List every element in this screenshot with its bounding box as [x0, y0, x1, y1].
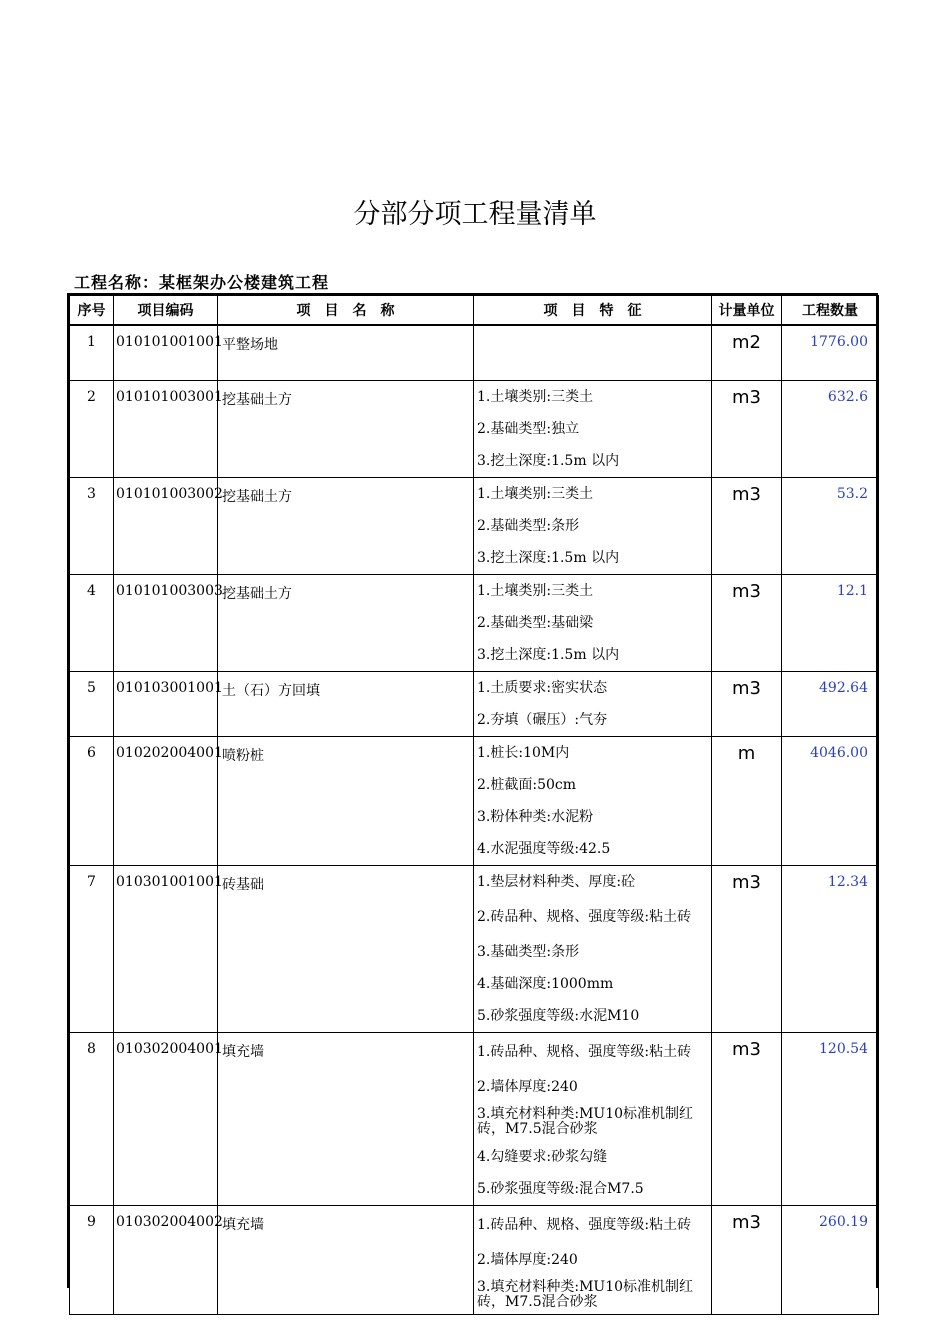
feature-line: 4.基础深度:1000mm — [477, 975, 614, 992]
quantities-table — [69, 295, 879, 1315]
feature-line: 2.基础类型:基础梁 — [477, 614, 594, 631]
table-row — [70, 575, 879, 672]
table-body — [70, 325, 879, 1315]
quantity-value: 12.34 — [782, 866, 879, 1033]
row-number: 8 — [70, 1033, 114, 1206]
item-features — [474, 381, 712, 478]
item-features — [474, 478, 712, 575]
feature-line: 2.桩截面:50cm — [477, 776, 577, 793]
unit-of-measure: m3 — [712, 1206, 782, 1315]
row-number: 7 — [70, 866, 114, 1033]
quantity-value: 632.6 — [782, 381, 879, 478]
quantity-value: 120.54 — [782, 1033, 879, 1206]
item-code: 010302004002 — [114, 1206, 218, 1315]
table-row — [70, 672, 879, 737]
quantity-value: 492.64 — [782, 672, 879, 737]
feature-line: 2.砖品种、规格、强度等级:粘土砖 — [477, 908, 692, 925]
item-code: 010101001001 — [114, 325, 218, 381]
feature-line: 4.勾缝要求:砂浆勾缝 — [477, 1148, 608, 1165]
item-code: 010103001001 — [114, 672, 218, 737]
unit-of-measure: m3 — [712, 381, 782, 478]
row-number: 4 — [70, 575, 114, 672]
item-features — [474, 575, 712, 672]
feature-line: 3.挖土深度:1.5m 以内 — [477, 452, 620, 469]
feature-line: 1.桩长:10M内 — [477, 744, 570, 761]
item-name: 土（石）方回填 — [218, 672, 474, 737]
project-name: 工程名称：某框架办公楼建筑工程 — [74, 273, 330, 292]
row-number: 5 — [70, 672, 114, 737]
item-features — [474, 672, 712, 737]
bill-of-quantities-table — [67, 293, 878, 1310]
unit-of-measure: m3 — [712, 866, 782, 1033]
item-features — [474, 737, 712, 866]
header-unit: 计量单位 — [712, 296, 782, 326]
item-name: 砖基础 — [218, 866, 474, 1033]
feature-line: 3.挖土深度:1.5m 以内 — [477, 646, 620, 663]
row-number: 6 — [70, 737, 114, 866]
item-name: 平整场地 — [218, 325, 474, 381]
unit-of-measure: m2 — [712, 325, 782, 381]
feature-line: 3.填充材料种类:MU10标准机制红砖，M7.5混合砂浆 — [477, 1279, 694, 1310]
feature-line: 2.墙体厚度:240 — [477, 1251, 578, 1268]
feature-line: 1.砖品种、规格、强度等级:粘土砖 — [477, 1043, 692, 1060]
feature-line: 1.土质要求:密实状态 — [477, 679, 608, 696]
row-number: 9 — [70, 1206, 114, 1315]
item-name: 挖基础土方 — [218, 381, 474, 478]
feature-line: 1.砖品种、规格、强度等级:粘土砖 — [477, 1216, 692, 1233]
header-qty: 工程数量 — [782, 296, 879, 326]
item-name: 填充墙 — [218, 1033, 474, 1206]
item-name: 喷粉桩 — [218, 737, 474, 866]
unit-of-measure: m3 — [712, 575, 782, 672]
feature-line: 4.水泥强度等级:42.5 — [477, 840, 611, 857]
unit-of-measure: m3 — [712, 1033, 782, 1206]
header-row — [70, 296, 879, 326]
feature-line: 1.垫层材料种类、厚度:砼 — [477, 873, 636, 890]
row-number: 1 — [70, 325, 114, 381]
feature-line: 2.基础类型:独立 — [477, 420, 580, 437]
feature-line: 2.墙体厚度:240 — [477, 1078, 578, 1095]
header-name: 项 目 名 称 — [218, 296, 474, 326]
header-feature: 项 目 特 征 — [474, 296, 712, 326]
table-row — [70, 737, 879, 866]
table-row — [70, 1033, 879, 1206]
feature-line: 1.土壤类别:三类土 — [477, 582, 594, 599]
item-code: 010202004001 — [114, 737, 218, 866]
header-no: 序号 — [70, 296, 114, 326]
feature-line: 1.土壤类别:三类土 — [477, 388, 594, 405]
item-name: 填充墙 — [218, 1206, 474, 1315]
item-name: 挖基础土方 — [218, 575, 474, 672]
item-features — [474, 1206, 712, 1315]
item-code: 010101003002 — [114, 478, 218, 575]
quantity-value: 4046.00 — [782, 737, 879, 866]
item-name: 挖基础土方 — [218, 478, 474, 575]
header-code: 项目编码 — [114, 296, 218, 326]
quantity-value: 12.1 — [782, 575, 879, 672]
table-row — [70, 1206, 879, 1315]
table-row — [70, 381, 879, 478]
feature-line: 3.粉体种类:水泥粉 — [477, 808, 594, 825]
quantity-value: 260.19 — [782, 1206, 879, 1315]
item-code: 010301001001 — [114, 866, 218, 1033]
feature-line: 1.土壤类别:三类土 — [477, 485, 594, 502]
item-code: 010101003003 — [114, 575, 218, 672]
feature-line: 3.填充材料种类:MU10标准机制红砖，M7.5混合砂浆 — [477, 1106, 694, 1137]
feature-line: 3.基础类型:条形 — [477, 943, 580, 960]
quantity-value: 53.2 — [782, 478, 879, 575]
unit-of-measure: m3 — [712, 672, 782, 737]
item-features — [474, 325, 712, 381]
quantity-value: 1776.00 — [782, 325, 879, 381]
feature-line: 3.挖土深度:1.5m 以内 — [477, 549, 620, 566]
row-number: 3 — [70, 478, 114, 575]
unit-of-measure: m — [712, 737, 782, 866]
item-features — [474, 866, 712, 1033]
item-features — [474, 1033, 712, 1206]
feature-line: 5.砂浆强度等级:水泥M10 — [477, 1007, 640, 1024]
unit-of-measure: m3 — [712, 478, 782, 575]
feature-line: 2.夯填（碾压）:气夯 — [477, 711, 608, 728]
item-code: 010101003001 — [114, 381, 218, 478]
feature-line: 2.基础类型:条形 — [477, 517, 580, 534]
item-code: 010302004001 — [114, 1033, 218, 1206]
table-row — [70, 325, 879, 381]
page-title: 分部分项工程量清单 — [353, 199, 597, 230]
row-number: 2 — [70, 381, 114, 478]
table-row — [70, 866, 879, 1033]
table-row — [70, 478, 879, 575]
feature-line: 5.砂浆强度等级:混合M7.5 — [477, 1180, 644, 1197]
